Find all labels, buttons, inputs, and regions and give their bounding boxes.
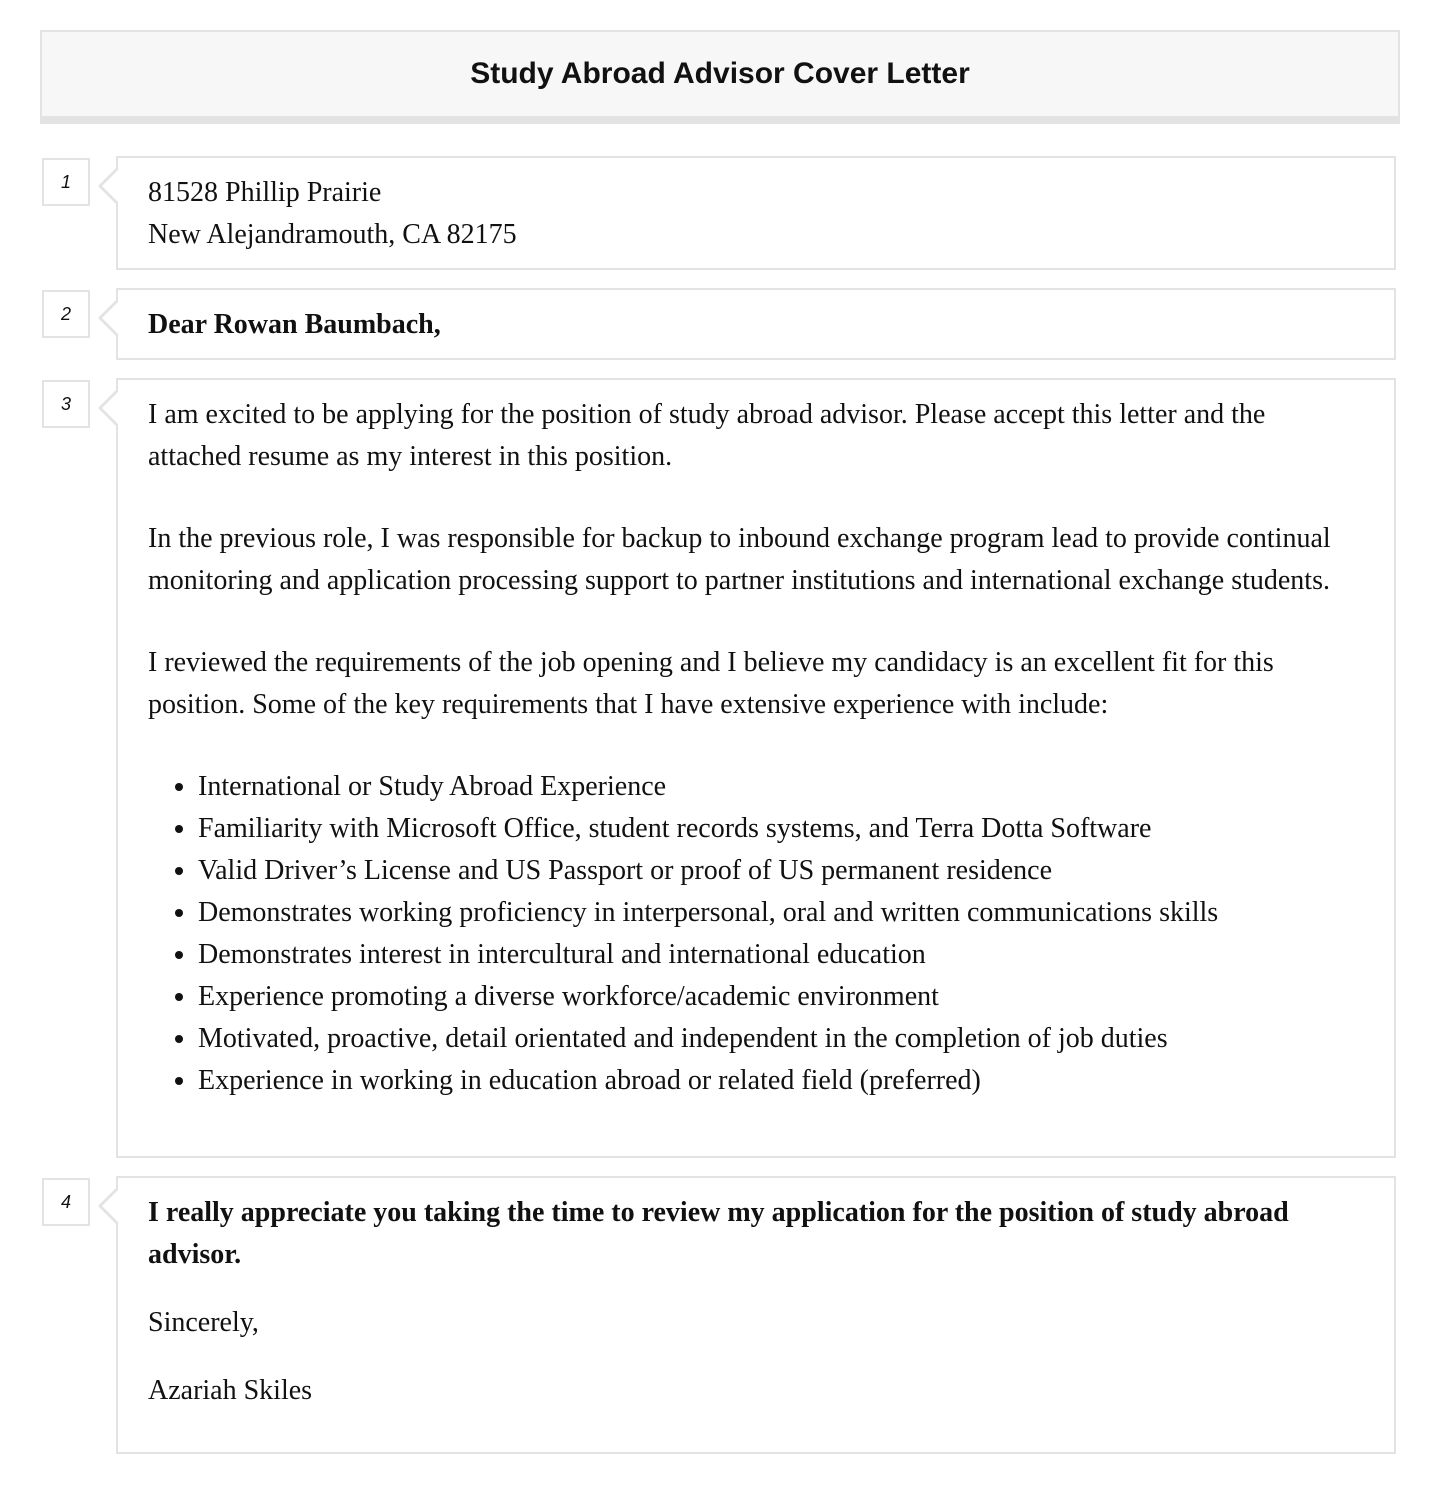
list-item: • International or Study Abroad Experience [198, 766, 1364, 808]
list-item: • Experience in working in education abroad or related field (preferred) [198, 1060, 1364, 1102]
list-item: • Motivated, proactive, detail orientated and independent in the completion of job duties [198, 1018, 1364, 1060]
section-box [116, 288, 1396, 360]
section-box [116, 1176, 1396, 1454]
section-number: 2 [42, 290, 90, 338]
section-number: 1 [42, 158, 90, 206]
section-number: 4 [42, 1178, 90, 1226]
list-item: • Valid Driver’s License and US Passport or proof of US permanent residence [198, 850, 1364, 892]
list-item: • Demonstrates working proficiency in interpersonal, oral and written communications skills [198, 892, 1364, 934]
greeting: Dear Rowan Baumbach, [148, 309, 441, 340]
closing-statement: I really appreciate you taking the time to review my application for the position of study abroad advisor. [148, 1197, 1289, 1270]
list-item: • Experience promoting a diverse workforce/academic environment [198, 976, 1364, 1018]
section-number: 3 [42, 380, 90, 428]
section-box [116, 156, 1396, 270]
page-title: Study Abroad Advisor Cover Letter [470, 57, 970, 90]
body-paragraph-2: In the previous role, I was responsible for backup to inbound exchange program lead to provide continual monitoring and application processing support to partner institutions and international exchange students. [148, 523, 1331, 596]
body-paragraph-3: I reviewed the requirements of the job opening and I believe my candidacy is an excellent fit for this position. Some of the key requirements that I have extensive experience with include: [148, 647, 1274, 720]
list-item: • Familiarity with Microsoft Office, student records systems, and Terra Dotta Software [198, 808, 1364, 850]
address-line-1: 81528 Phillip Prairie [148, 177, 382, 208]
address-line-2: New Alejandramouth, CA 82175 [148, 219, 517, 250]
section-box [116, 378, 1396, 1158]
signature-name: Azariah Skiles [148, 1375, 313, 1406]
sign-off: Sincerely, [148, 1307, 259, 1338]
body-paragraph-1: I am excited to be applying for the position of study abroad advisor. Please accept this letter and the attached resume as my interest in this position. [148, 399, 1266, 472]
requirements-list [148, 766, 1364, 1102]
list-item: • Demonstrates interest in intercultural and international education [198, 934, 1364, 976]
title-bar [40, 30, 1400, 124]
